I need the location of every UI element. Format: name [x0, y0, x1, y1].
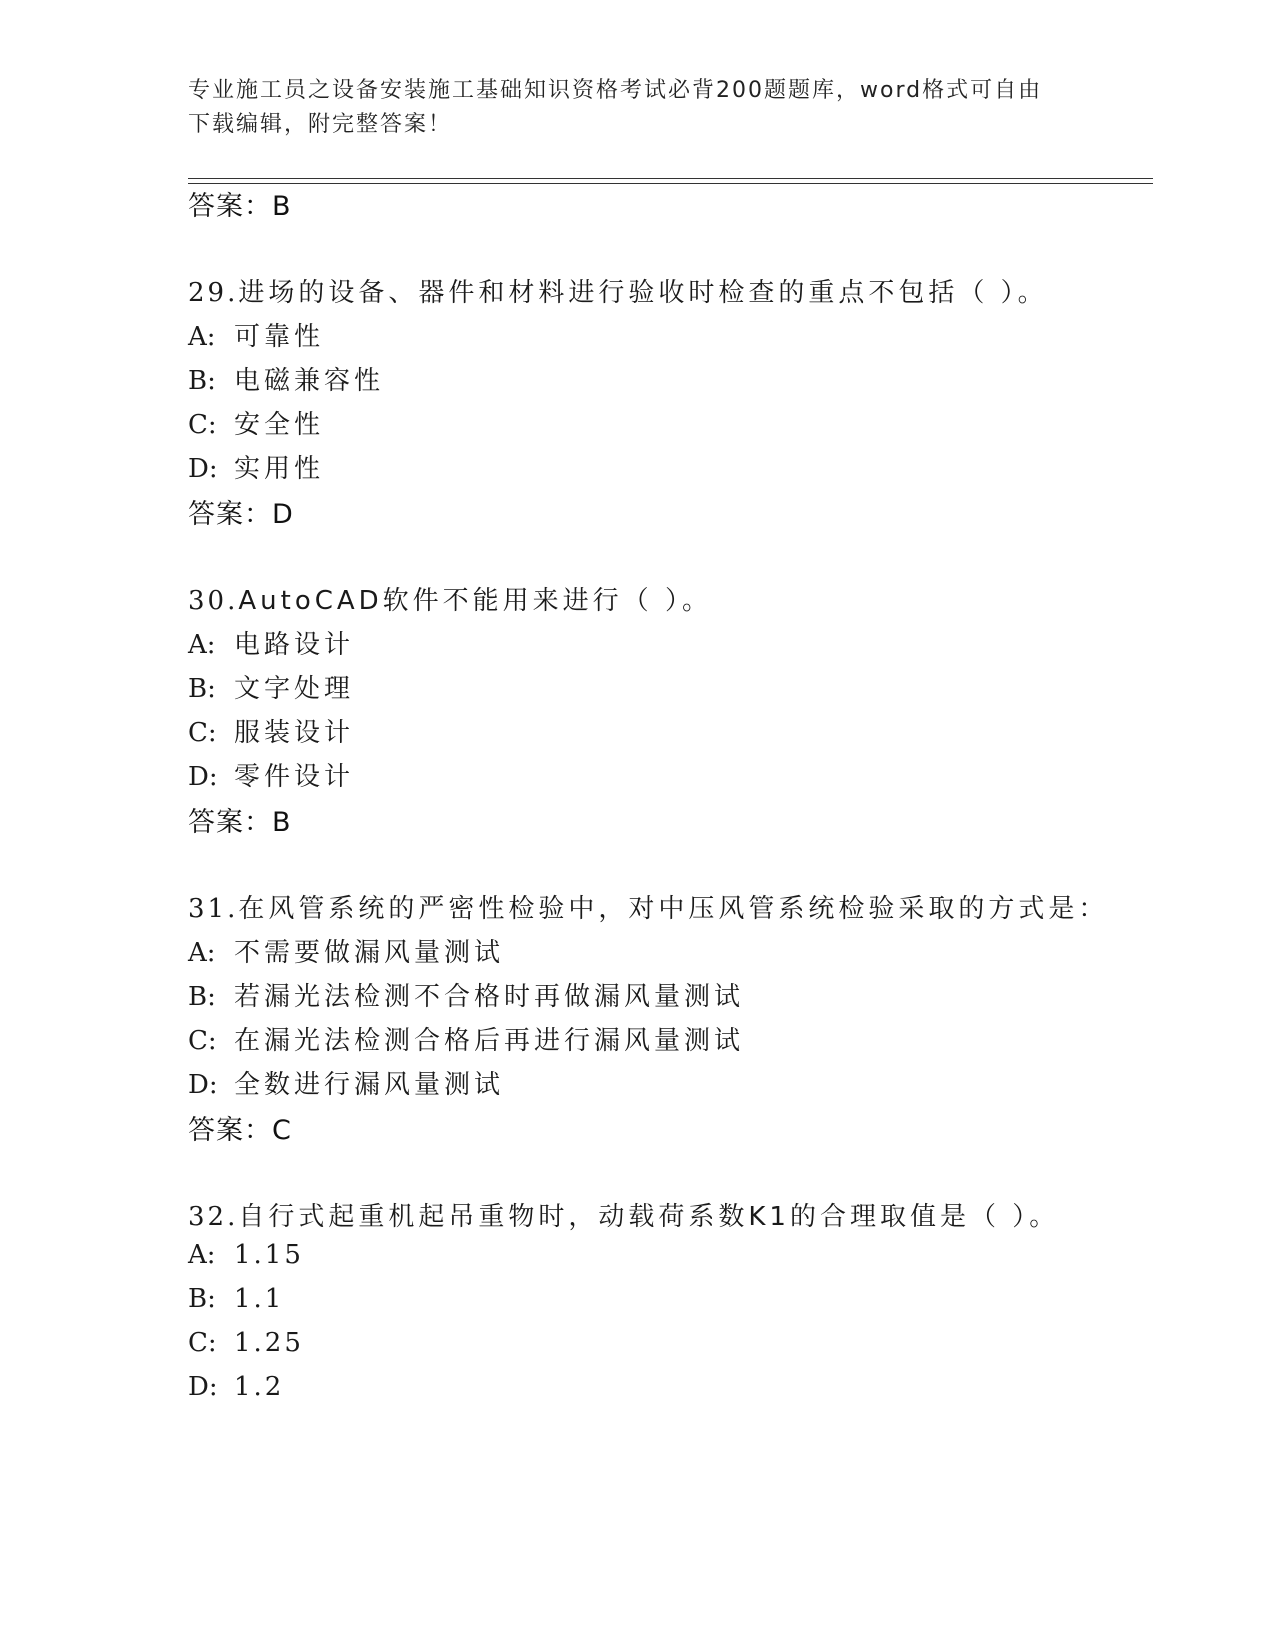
question-29: [188, 272, 1048, 309]
option-d: [188, 448, 324, 485]
answer-29: 答案：D: [188, 499, 294, 530]
option-key: A:: [188, 322, 216, 352]
option-key: C:: [188, 718, 217, 748]
option-key: B:: [188, 1284, 216, 1314]
option-key: D:: [188, 1372, 218, 1402]
option-text: 在漏光法检测合格后再进行漏风量测试: [234, 1026, 745, 1056]
option-b: [188, 360, 384, 397]
option-key: C:: [188, 410, 217, 440]
option-c: [188, 404, 324, 441]
option-text: 若漏光法检测不合格时再做漏风量测试: [234, 982, 745, 1012]
option-d: [188, 756, 354, 793]
header-line-2: 下载编辑，附完整答案！: [188, 112, 453, 137]
option-b: [188, 1284, 284, 1314]
option-key: B:: [188, 674, 216, 704]
question-30: [188, 580, 712, 617]
option-b: [188, 976, 744, 1013]
option-text: 零件设计: [234, 762, 355, 792]
option-text: 电路设计: [234, 630, 355, 660]
header-divider-top: [188, 178, 1153, 179]
answer-31: 答案：C: [188, 1115, 292, 1146]
document-header: [188, 74, 1068, 142]
header-line-1: 专业施工员之设备安装施工基础知识资格考试必背200题题库，word格式可自由: [188, 78, 1043, 103]
option-key: D:: [188, 1070, 218, 1100]
option-text: 服装设计: [234, 718, 355, 748]
question-31: [188, 888, 1108, 925]
option-a: [188, 316, 324, 353]
option-text: 文字处理: [234, 674, 355, 704]
option-key: A:: [188, 1240, 216, 1270]
option-d: [188, 1372, 284, 1402]
question-number: 32.: [188, 1202, 239, 1232]
option-a: [188, 1240, 304, 1270]
question-text: AutoCAD软件不能用来进行（ ）。: [238, 586, 712, 616]
option-key: B:: [188, 366, 216, 396]
option-text: 1.2: [234, 1372, 285, 1402]
option-d: [188, 1064, 504, 1101]
option-c: [188, 1020, 744, 1057]
question-number: 29.: [188, 278, 239, 308]
option-text: 实用性: [234, 454, 325, 484]
question-text: 自行式起重机起吊重物时，动载荷系数K1的合理取值是（ ）。: [238, 1202, 1060, 1232]
option-key: D:: [188, 454, 218, 484]
option-text: 1.1: [234, 1284, 285, 1314]
question-text: 进场的设备、器件和材料进行验收时检查的重点不包括（ ）。: [238, 278, 1048, 308]
option-a: [188, 624, 354, 661]
option-b: [188, 668, 354, 705]
question-number: 30.: [188, 586, 239, 616]
option-text: 不需要做漏风量测试: [234, 938, 505, 968]
question-32: [188, 1196, 1059, 1233]
option-c: [188, 1328, 304, 1358]
option-c: [188, 712, 354, 749]
option-key: C:: [188, 1328, 217, 1358]
option-key: A:: [188, 938, 216, 968]
header-divider-bottom: [188, 183, 1153, 184]
option-a: [188, 932, 504, 969]
option-text: 电磁兼容性: [234, 366, 385, 396]
option-key: B:: [188, 982, 216, 1012]
option-text: 1.15: [234, 1240, 304, 1270]
option-key: A:: [188, 630, 216, 660]
previous-answer: 答案：B: [188, 191, 292, 222]
question-text: 在风管系统的严密性检验中，对中压风管系统检验采取的方式是：: [238, 894, 1109, 924]
question-number: 31.: [188, 894, 239, 924]
option-text: 1.25: [234, 1328, 304, 1358]
option-key: D:: [188, 762, 218, 792]
answer-30: 答案：B: [188, 807, 292, 838]
option-text: 可靠性: [234, 322, 325, 352]
option-key: C:: [188, 1026, 217, 1056]
option-text: 全数进行漏风量测试: [234, 1070, 505, 1100]
option-text: 安全性: [234, 410, 325, 440]
